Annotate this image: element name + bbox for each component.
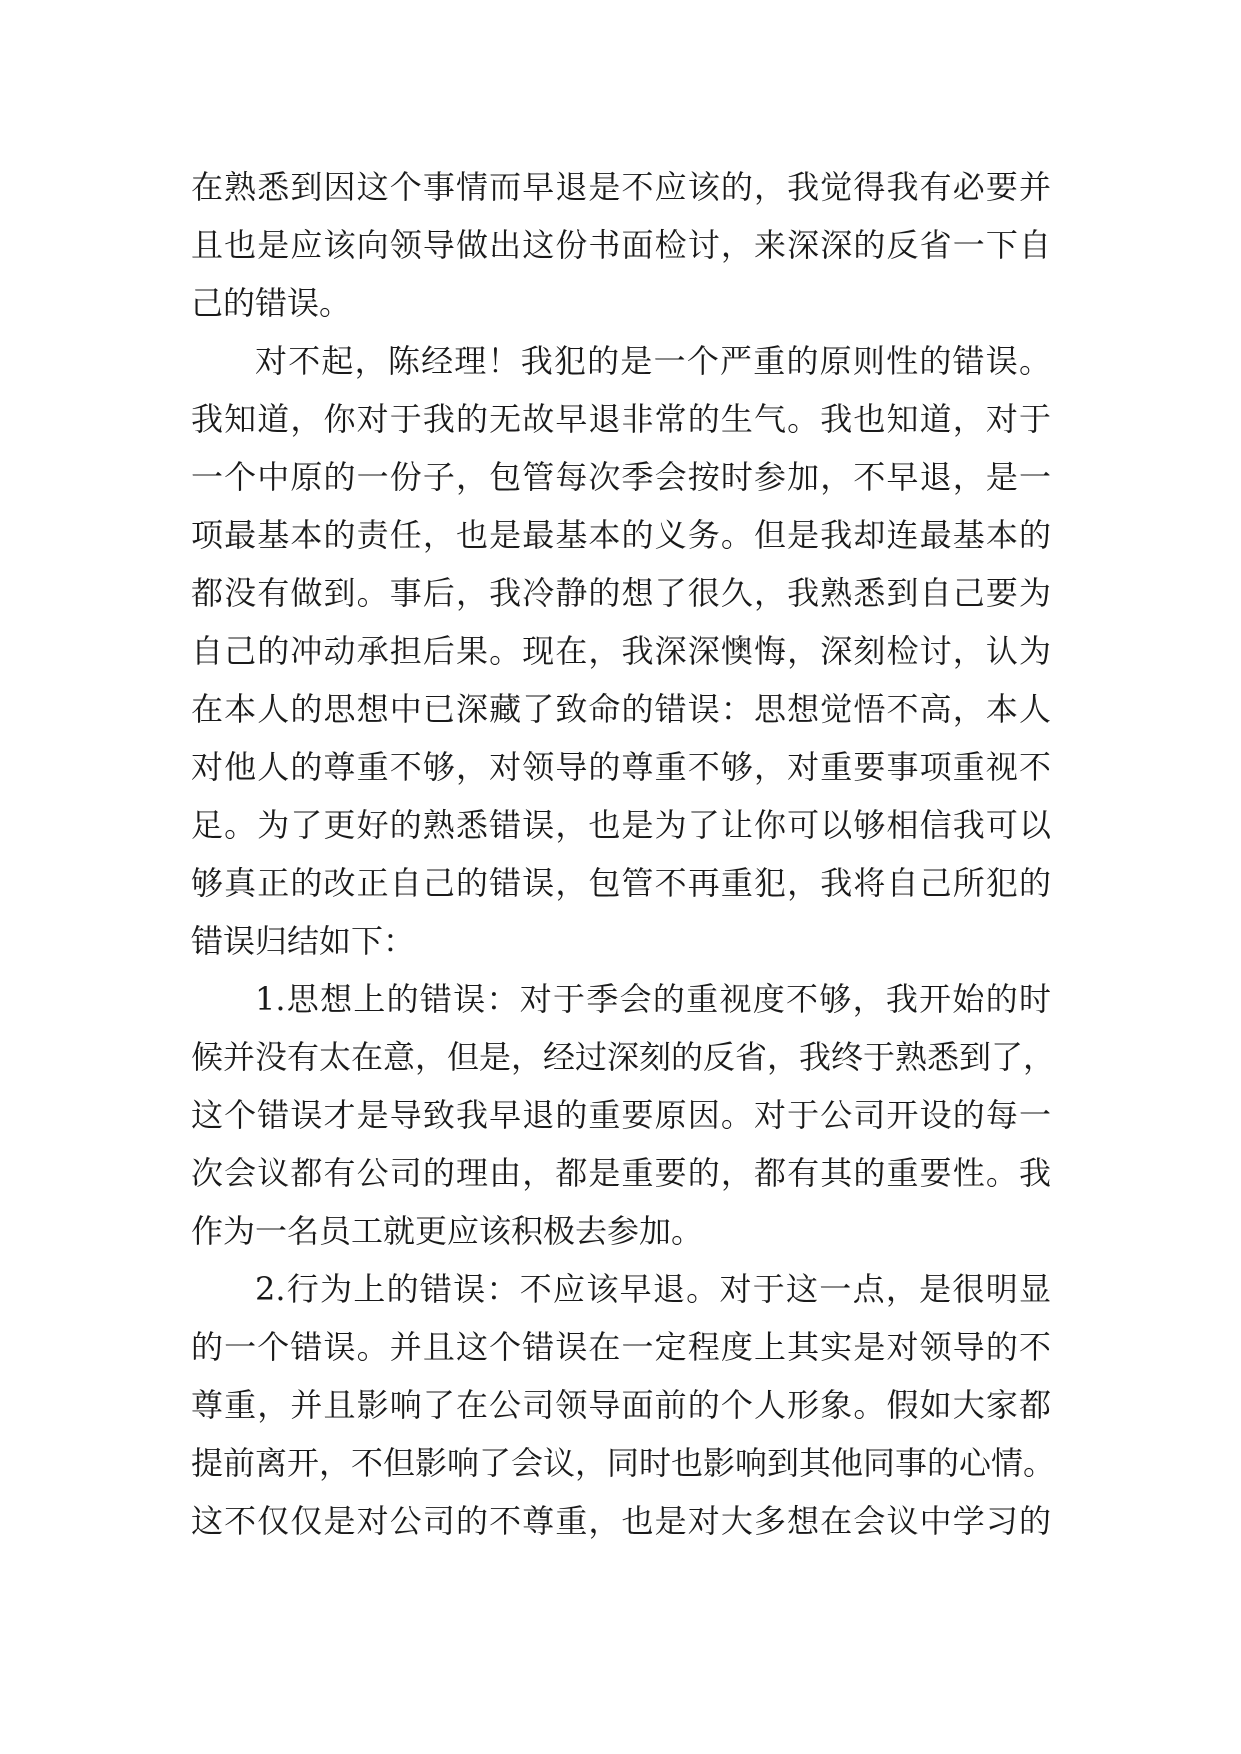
- text-line: 1.思想上的错误：对于季会的重视度不够，我开始的时: [255, 980, 1051, 1018]
- text-line: 这个错误才是导致我早退的重要原因。对于公司开设的每一: [191, 1096, 1051, 1134]
- text-line: 一个中原的一份子，包管每次季会按时参加，不早退，是一: [191, 458, 1051, 496]
- text-line: 在本人的思想中已深藏了致命的错误：思想觉悟不高，本人: [191, 690, 1051, 728]
- text-line: 2.行为上的错误：不应该早退。对于这一点，是很明显: [255, 1270, 1051, 1308]
- text-line: 我知道，你对于我的无故早退非常的生气。我也知道，对于: [191, 400, 1051, 438]
- text-line: 都没有做到。事后，我冷静的想了很久，我熟悉到自己要为: [191, 574, 1051, 612]
- text-line: 己的错误。: [191, 284, 352, 322]
- text-line: 提前离开，不但影响了会议，同时也影响到其他同事的心情。: [191, 1444, 1056, 1482]
- text-line: 对不起，陈经理！我犯的是一个严重的原则性的错误。: [255, 342, 1051, 380]
- text-line: 次会议都有公司的理由，都是重要的，都有其的重要性。我: [191, 1154, 1051, 1192]
- text-line: 在熟悉到因这个事情而早退是不应该的，我觉得我有必要并: [191, 168, 1051, 206]
- text-line: 作为一名员工就更应该积极去参加。: [191, 1212, 704, 1250]
- text-line: 错误归结如下：: [191, 922, 416, 960]
- text-line: 足。为了更好的熟悉错误，也是为了让你可以够相信我可以: [191, 806, 1051, 844]
- text-line: 这不仅仅是对公司的不尊重，也是对大多想在会议中学习的: [191, 1502, 1051, 1540]
- document-body: [191, 158, 1056, 1550]
- text-line: 自己的冲动承担后果。现在，我深深懊悔，深刻检讨，认为: [191, 632, 1051, 670]
- text-line: 且也是应该向领导做出这份书面检讨，来深深的反省一下自: [191, 226, 1051, 264]
- text-line: 项最基本的责任，也是最基本的义务。但是我却连最基本的: [191, 516, 1051, 554]
- text-line: 对他人的尊重不够，对领导的尊重不够，对重要事项重视不: [191, 748, 1051, 786]
- text-line: 候并没有太在意，但是，经过深刻的反省，我终于熟悉到了，: [191, 1038, 1056, 1076]
- text-line: 尊重，并且影响了在公司领导面前的个人形象。假如大家都: [191, 1386, 1051, 1424]
- text-line: 够真正的改正自己的错误，包管不再重犯，我将自己所犯的: [191, 864, 1051, 902]
- text-line: 的一个错误。并且这个错误在一定程度上其实是对领导的不: [191, 1328, 1051, 1366]
